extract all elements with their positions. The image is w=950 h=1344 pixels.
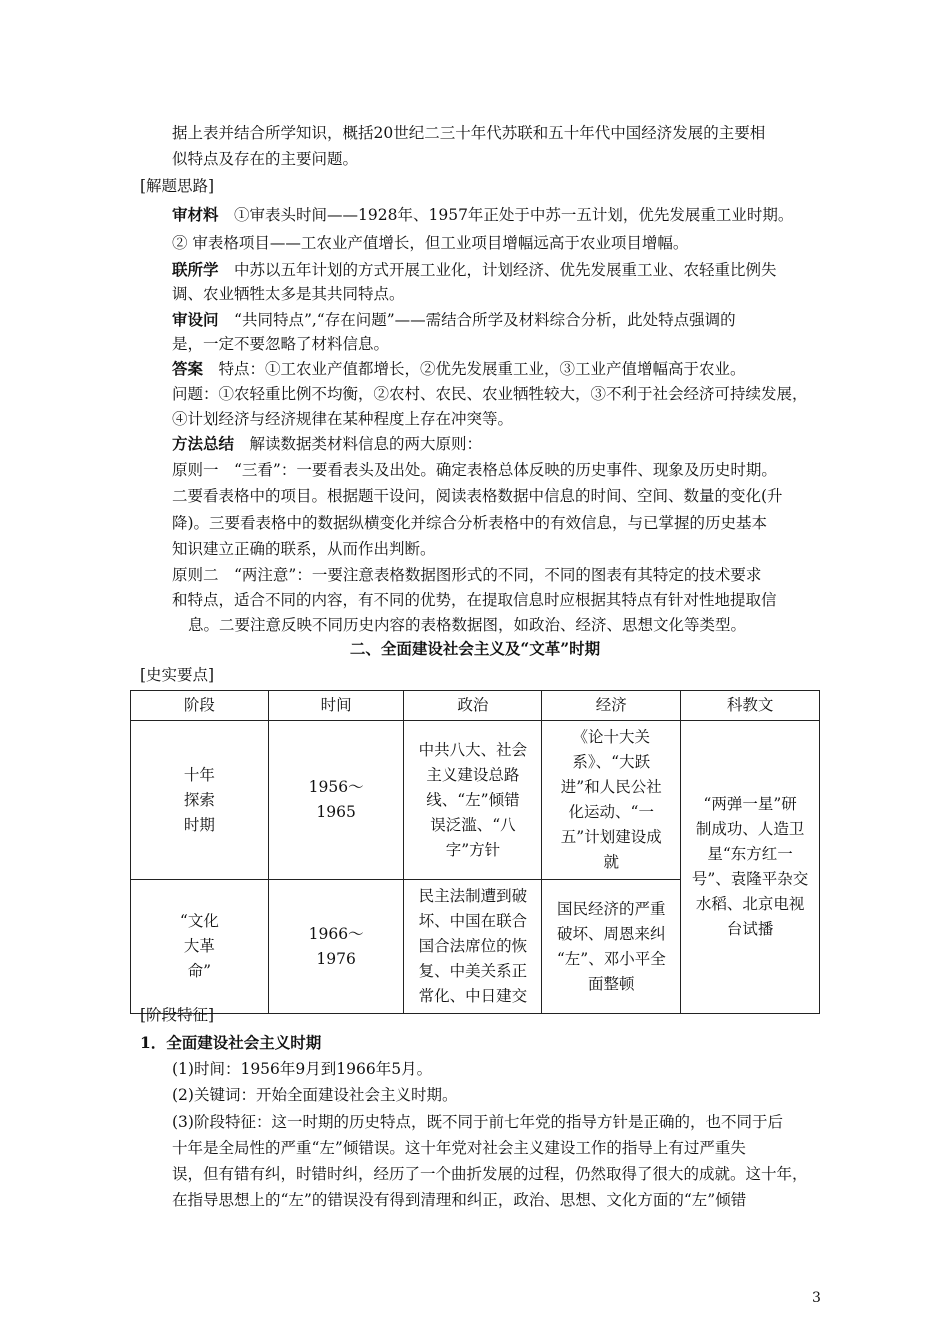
- link-text: 中苏以五年计划的方式开展工业化，计划经济、优先发展重工业、农轻重比例失: [234, 261, 777, 279]
- question-label: 审设问: [172, 310, 219, 329]
- method-text: 解读数据类材料信息的两大原则：: [249, 435, 483, 453]
- question-line: [172, 309, 736, 331]
- item-line: 在指导思想上的“左”的错误没有得到清理和纠正，政治、思想、文化方面的“左”倾错: [172, 1191, 747, 1209]
- table-cell-stage: “文化 大革 命”: [131, 880, 269, 1014]
- link-line: [172, 259, 777, 281]
- principle-line: 和特点，适合不同的内容，有不同的优势，在提取信息时应根据其特点有针对性地提取信: [172, 591, 777, 609]
- section-title: 二、全面建设社会主义及“文革”时期: [349, 639, 601, 658]
- table-cell-economy: 国民经济的严重 破坏、周恩来纠 “左”、邓小平全 面整顿: [542, 880, 681, 1014]
- principle-line: 息。二要注意反映不同历史内容的表格数据图，如政治、经济、思想文化等类型。: [188, 616, 747, 634]
- principle-line: 知识建立正确的联系，从而作出判断。: [172, 540, 436, 558]
- method-label: 方法总结: [172, 434, 235, 453]
- item-line: 十年是全局性的严重“左”倾错误。这十年党对社会主义建设工作的指导上有过严重失: [172, 1139, 746, 1157]
- method-line: [172, 433, 482, 455]
- item-title: 1．全面建设社会主义时期: [140, 1033, 322, 1052]
- answer-line: ④计划经济与经济规律在某种程度上存在冲突等。: [172, 410, 514, 428]
- material-line: ② 审表格项目——工农业产值增长，但工业项目增幅远高于农业项目增幅。: [172, 234, 689, 252]
- table-cell-politics: 民主法制遭到破 坏、中国在联合 国合法席位的恢 复、中美关系正 常化、中日建交: [404, 880, 542, 1014]
- table-cell-science: “两弹一星”研 制成功、人造卫 星“东方红一 号”、袁隆平杂交 水稻、北京电视 台试播: [681, 721, 820, 1014]
- link-label: 联所学: [172, 260, 219, 279]
- answer-line: 问题：①农轻重比例不均衡，②农村、农民、农业牺牲较大，③不利于社会经济可持续发展，: [172, 385, 808, 403]
- table-header-cell: 时间: [268, 691, 404, 721]
- principle-line: 原则一 “三看”：一要看表头及出处。确定表格总体反映的历史事件、现象及历史时期。: [172, 461, 777, 479]
- table-cell-economy: 《论十大关 系》、“大跃 进”和人民公社 化运动、“一 五”计划建设成 就: [542, 721, 681, 880]
- table-cell-time: 1956～ 1965: [268, 721, 404, 880]
- table-header-cell: 政治: [404, 691, 542, 721]
- link-line: 调、农业牺牲太多是其共同特点。: [172, 285, 405, 303]
- table-header-cell: 科教文: [681, 691, 820, 721]
- table-cell-stage: 十年 探索 时期: [131, 721, 269, 880]
- item-line: (1)时间：1956年9月到1966年5月。: [172, 1060, 433, 1078]
- item-line: 误，但有错有纠，时错时纠，经历了一个曲折发展的过程，仍然取得了很大的成就。这十年，: [172, 1165, 808, 1183]
- section-heading: [史实要点]: [140, 666, 215, 684]
- table-cell-politics: 中共八大、社会 主义建设总路 线、“左”倾错 误泛滥、“八 字”方针: [404, 721, 542, 880]
- history-facts-table: [130, 690, 820, 1014]
- principle-line: 降)。三要看表格中的数据纵横变化并综合分析表格中的有效信息，与已掌握的历史基本: [172, 514, 768, 532]
- answer-text: 特点：①工农业产值都增长，②优先发展重工业，③工业产值增幅高于农业。: [218, 360, 746, 378]
- paragraph-line: 据上表并结合所学知识，概括20世纪二三十年代苏联和五十年代中国经济发展的主要相: [172, 124, 766, 142]
- answer-label: 答案: [172, 359, 204, 378]
- principle-line: 原则二 “两注意”：一要注意表格数据图形式的不同，不同的图表有其特定的技术要求: [172, 566, 762, 584]
- principle-line: 二要看表格中的项目。根据题干设问，阅读表格数据中信息的时间、空间、数量的变化(升: [172, 487, 783, 505]
- paragraph-line: 似特点及存在的主要问题。: [172, 150, 359, 168]
- table-header-cell: 经济: [542, 691, 681, 721]
- question-line: 是，一定不要忽略了材料信息。: [172, 335, 390, 353]
- page-number: 3: [812, 1290, 821, 1306]
- table-header-cell: 阶段: [131, 691, 269, 721]
- table-row: [131, 721, 820, 880]
- material-label: 审材料: [172, 205, 219, 224]
- section-heading: [解题思路]: [140, 177, 215, 195]
- item-line: (2)关键词：开始全面建设社会主义时期。: [172, 1086, 458, 1104]
- answer-line: [172, 358, 746, 380]
- item-line: (3)阶段特征：这一时期的历史特点，既不同于前七年党的指导方针是正确的，也不同于后: [172, 1113, 783, 1131]
- material-line: [172, 204, 793, 226]
- table-header-row: [131, 691, 820, 721]
- section-heading: [阶段特征]: [140, 1006, 215, 1024]
- material-text: ①审表头时间——1928年、1957年正处于中苏一五计划，优先发展重工业时期。: [234, 206, 794, 224]
- question-text: “共同特点”,“存在问题”——需结合所学及材料综合分析，此处特点强调的: [234, 311, 736, 329]
- table-cell-time: 1966～ 1976: [268, 880, 404, 1014]
